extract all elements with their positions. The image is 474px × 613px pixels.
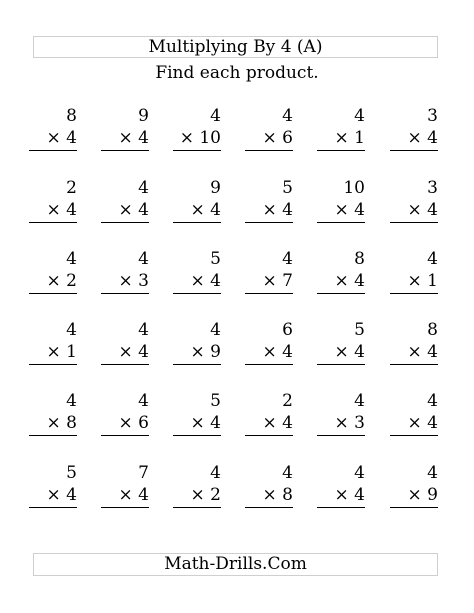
answer-line [29, 435, 77, 436]
problem-multiplicand: 4 [282, 106, 293, 126]
problem-multiplier: × 4 [407, 413, 438, 433]
problem-multiplier: × 9 [407, 485, 438, 505]
problem-multiplicand: 4 [138, 320, 149, 340]
problem-multiplier: × 4 [334, 200, 365, 220]
problem-multiplicand: 4 [282, 463, 293, 483]
answer-line [173, 364, 221, 365]
problem-multiplicand: 6 [282, 320, 293, 340]
problem-4-5 [317, 320, 365, 370]
problem-multiplicand: 3 [427, 106, 438, 126]
problem-multiplicand: 9 [138, 106, 149, 126]
answer-line [390, 507, 438, 508]
problem-2-3 [173, 178, 221, 228]
problem-multiplier: × 3 [118, 271, 149, 291]
problem-multiplicand: 4 [210, 106, 221, 126]
problem-multiplier: × 4 [190, 200, 221, 220]
footer-box [33, 553, 438, 576]
answer-line [245, 222, 293, 223]
problem-multiplier: × 4 [407, 200, 438, 220]
problem-6-6 [390, 463, 438, 513]
answer-line [29, 364, 77, 365]
answer-line [101, 507, 149, 508]
problem-multiplicand: 8 [427, 320, 438, 340]
answer-line [245, 435, 293, 436]
problem-multiplicand: 4 [427, 463, 438, 483]
problem-multiplier: × 4 [118, 128, 149, 148]
problem-multiplicand: 10 [343, 178, 365, 198]
problem-5-3 [173, 391, 221, 441]
problem-3-3 [173, 249, 221, 299]
answer-line [29, 507, 77, 508]
problem-2-1 [29, 178, 77, 228]
problem-multiplier: × 4 [407, 128, 438, 148]
problem-multiplier: × 1 [46, 342, 77, 362]
problem-multiplicand: 4 [354, 106, 365, 126]
problem-multiplier: × 3 [334, 413, 365, 433]
problem-3-5 [317, 249, 365, 299]
problem-multiplicand: 4 [138, 249, 149, 269]
problem-3-1 [29, 249, 77, 299]
answer-line [29, 222, 77, 223]
problem-multiplicand: 4 [354, 463, 365, 483]
problem-multiplier: × 4 [118, 342, 149, 362]
problem-multiplicand: 4 [66, 391, 77, 411]
problem-5-6 [390, 391, 438, 441]
footer-site-name: Math-Drills.Com [164, 554, 307, 574]
problem-2-4 [245, 178, 293, 228]
problem-multiplier: × 4 [190, 413, 221, 433]
problem-multiplier: × 4 [407, 342, 438, 362]
problem-multiplier: × 4 [262, 413, 293, 433]
answer-line [390, 364, 438, 365]
problem-6-5 [317, 463, 365, 513]
problem-3-2 [101, 249, 149, 299]
problem-multiplicand: 4 [282, 249, 293, 269]
problem-multiplier: × 4 [262, 200, 293, 220]
answer-line [390, 435, 438, 436]
problem-multiplier: × 4 [190, 271, 221, 291]
problem-2-6 [390, 178, 438, 228]
problem-1-2 [101, 106, 149, 156]
answer-line [317, 222, 365, 223]
problem-multiplier: × 4 [118, 200, 149, 220]
problem-multiplicand: 4 [210, 463, 221, 483]
problem-multiplicand: 3 [427, 178, 438, 198]
problem-multiplier: × 2 [46, 271, 77, 291]
answer-line [173, 293, 221, 294]
problem-1-3 [173, 106, 221, 156]
problem-multiplicand: 9 [210, 178, 221, 198]
worksheet-instructions: Find each product. [155, 63, 319, 83]
problem-multiplicand: 4 [66, 320, 77, 340]
problem-6-2 [101, 463, 149, 513]
problem-multiplicand: 5 [210, 391, 221, 411]
problem-4-4 [245, 320, 293, 370]
answer-line [317, 507, 365, 508]
problem-multiplier: × 7 [262, 271, 293, 291]
answer-line [173, 222, 221, 223]
answer-line [390, 150, 438, 151]
problem-multiplicand: 5 [282, 178, 293, 198]
answer-line [317, 293, 365, 294]
answer-line [101, 293, 149, 294]
problem-multiplier: × 1 [334, 128, 365, 148]
answer-line [390, 293, 438, 294]
problem-5-5 [317, 391, 365, 441]
answer-line [29, 150, 77, 151]
problem-multiplicand: 4 [210, 320, 221, 340]
problem-5-2 [101, 391, 149, 441]
problem-multiplier: × 4 [46, 200, 77, 220]
problem-multiplicand: 8 [66, 106, 77, 126]
answer-line [317, 364, 365, 365]
answer-line [245, 364, 293, 365]
problem-multiplier: × 8 [262, 485, 293, 505]
problem-6-4 [245, 463, 293, 513]
answer-line [101, 435, 149, 436]
answer-line [390, 222, 438, 223]
problem-1-1 [29, 106, 77, 156]
problem-6-1 [29, 463, 77, 513]
problem-multiplicand: 5 [66, 463, 77, 483]
problem-multiplier: × 2 [190, 485, 221, 505]
problem-multiplier: × 4 [118, 485, 149, 505]
problem-4-6 [390, 320, 438, 370]
problem-multiplicand: 4 [66, 249, 77, 269]
problem-multiplicand: 5 [354, 320, 365, 340]
problem-2-5 [317, 178, 365, 228]
problem-multiplicand: 4 [138, 391, 149, 411]
answer-line [317, 435, 365, 436]
problem-multiplicand: 2 [282, 391, 293, 411]
problem-multiplier: × 4 [46, 128, 77, 148]
problem-multiplicand: 4 [138, 178, 149, 198]
answer-line [101, 150, 149, 151]
problem-1-5 [317, 106, 365, 156]
problem-multiplicand: 7 [138, 463, 149, 483]
problem-4-3 [173, 320, 221, 370]
answer-line [173, 150, 221, 151]
problem-4-1 [29, 320, 77, 370]
problem-6-3 [173, 463, 221, 513]
answer-line [317, 150, 365, 151]
problem-multiplier: × 10 [179, 128, 221, 148]
problem-multiplicand: 4 [354, 391, 365, 411]
problem-multiplier: × 8 [46, 413, 77, 433]
problem-multiplier: × 4 [334, 342, 365, 362]
worksheet-title-box [33, 36, 438, 58]
problem-multiplicand: 4 [427, 249, 438, 269]
answer-line [101, 364, 149, 365]
problem-1-4 [245, 106, 293, 156]
problem-multiplier: × 1 [407, 271, 438, 291]
problem-3-6 [390, 249, 438, 299]
problem-multiplier: × 6 [262, 128, 293, 148]
answer-line [173, 435, 221, 436]
answer-line [29, 293, 77, 294]
problem-5-1 [29, 391, 77, 441]
problem-multiplier: × 9 [190, 342, 221, 362]
answer-line [245, 507, 293, 508]
answer-line [245, 293, 293, 294]
problem-multiplier: × 4 [262, 342, 293, 362]
worksheet-title: Multiplying By 4 (A) [148, 36, 323, 57]
answer-line [173, 507, 221, 508]
problem-multiplier: × 4 [46, 485, 77, 505]
problem-multiplicand: 4 [427, 391, 438, 411]
problem-5-4 [245, 391, 293, 441]
problem-multiplier: × 6 [118, 413, 149, 433]
problem-3-4 [245, 249, 293, 299]
problem-1-6 [390, 106, 438, 156]
problem-multiplicand: 5 [210, 249, 221, 269]
problem-multiplier: × 4 [334, 485, 365, 505]
problem-multiplicand: 2 [66, 178, 77, 198]
answer-line [101, 222, 149, 223]
problem-multiplier: × 4 [334, 271, 365, 291]
problem-4-2 [101, 320, 149, 370]
problem-2-2 [101, 178, 149, 228]
problem-multiplicand: 8 [354, 249, 365, 269]
answer-line [245, 150, 293, 151]
